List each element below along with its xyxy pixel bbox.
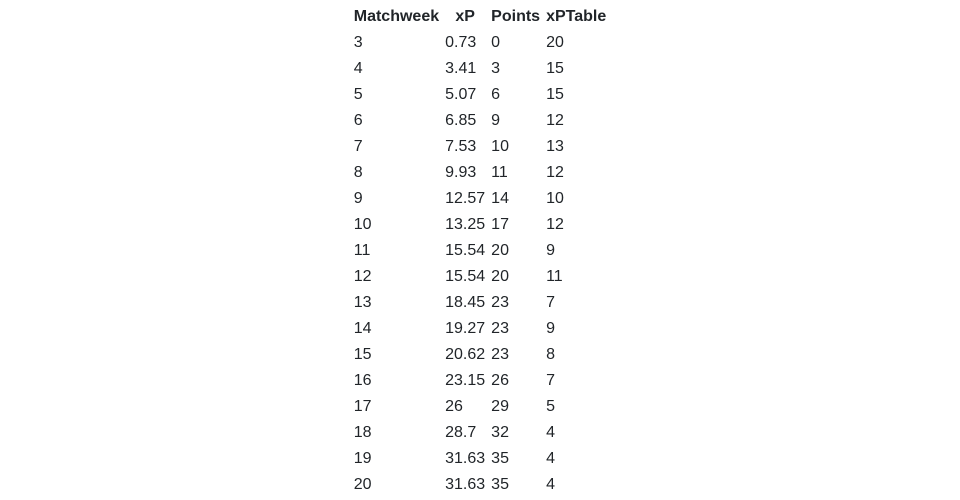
column-header-xp: xP xyxy=(455,8,475,25)
table-row xyxy=(351,30,609,56)
table-cell-matchweek: 17 xyxy=(353,398,372,415)
table-cell-xp: 5.07 xyxy=(445,86,477,103)
table-cell-xp: 19.27 xyxy=(445,320,486,337)
column-header-xptable: xPTable xyxy=(546,8,607,25)
table-cell-matchweek: 13 xyxy=(353,294,372,311)
table-row xyxy=(351,264,609,290)
table-header xyxy=(351,4,609,30)
table-cell-points: 0 xyxy=(491,34,501,51)
table-row xyxy=(351,290,609,316)
table-cell-matchweek: 19 xyxy=(353,450,372,467)
table-cell-points: 23 xyxy=(491,320,509,337)
table-cell-matchweek: 10 xyxy=(353,216,372,233)
table-cell-xptable: 10 xyxy=(546,190,564,207)
table-row xyxy=(351,186,609,212)
table-cell-points: 11 xyxy=(491,164,508,181)
table-cell-matchweek: 18 xyxy=(353,424,372,441)
table-cell-points: 23 xyxy=(491,294,509,311)
table-row xyxy=(351,212,609,238)
table-cell-points: 23 xyxy=(491,346,509,363)
table-cell-xp: 7.53 xyxy=(445,138,477,155)
table-cell-points: 26 xyxy=(491,372,509,389)
table-cell-xptable: 12 xyxy=(546,164,564,181)
column-header-matchweek: Matchweek xyxy=(353,8,440,25)
table-cell-xp: 31.63 xyxy=(445,476,486,493)
table-cell-xptable: 13 xyxy=(546,138,564,155)
table-row xyxy=(351,82,609,108)
table-cell-xptable: 8 xyxy=(546,346,555,363)
table-cell-xp: 18.45 xyxy=(445,294,486,311)
table-cell-xptable: 4 xyxy=(546,424,555,441)
table-cell-matchweek: 20 xyxy=(353,476,372,493)
table-cell-matchweek: 11 xyxy=(353,242,371,259)
table-cell-points: 3 xyxy=(491,60,501,77)
table-cell-points: 17 xyxy=(491,216,509,233)
table-cell-xp: 3.41 xyxy=(445,60,477,77)
table-cell-xptable: 11 xyxy=(546,268,563,285)
table-cell-matchweek: 3 xyxy=(353,34,363,51)
table-cell-matchweek: 12 xyxy=(353,268,372,285)
table-cell-xp: 9.93 xyxy=(445,164,477,181)
table-row xyxy=(351,368,609,394)
table-cell-xptable: 7 xyxy=(546,372,555,389)
table-cell-matchweek: 5 xyxy=(353,86,363,103)
table-header-row xyxy=(351,4,609,30)
table-row xyxy=(351,446,609,472)
table-row xyxy=(351,56,609,82)
table-cell-xp: 0.73 xyxy=(445,34,477,51)
table-cell-points: 14 xyxy=(491,190,509,207)
table-cell-xp: 15.54 xyxy=(445,268,486,285)
table-cell-points: 29 xyxy=(491,398,509,415)
table-row xyxy=(351,472,609,498)
table-cell-xptable: 12 xyxy=(546,216,564,233)
table-cell-matchweek: 14 xyxy=(353,320,372,337)
table-cell-xptable: 12 xyxy=(546,112,564,129)
table-cell-xptable: 20 xyxy=(546,34,564,51)
table-row xyxy=(351,394,609,420)
data-table xyxy=(351,4,609,498)
table-cell-xp: 23.15 xyxy=(445,372,486,389)
table-cell-xptable: 9 xyxy=(546,320,555,337)
table-row xyxy=(351,238,609,264)
table-cell-points: 20 xyxy=(491,242,509,259)
table-cell-matchweek: 8 xyxy=(353,164,363,181)
table-cell-xp: 13.25 xyxy=(445,216,486,233)
table-cell-xptable: 15 xyxy=(546,60,564,77)
table-cell-matchweek: 4 xyxy=(353,60,363,77)
table-cell-matchweek: 15 xyxy=(353,346,372,363)
table-cell-xptable: 4 xyxy=(546,450,555,467)
table-row xyxy=(351,316,609,342)
table-cell-xptable: 5 xyxy=(546,398,555,415)
table-cell-xp: 28.7 xyxy=(445,424,477,441)
table-cell-points: 20 xyxy=(491,268,509,285)
table-cell-matchweek: 6 xyxy=(353,112,363,129)
table-cell-xp: 20.62 xyxy=(445,346,486,363)
table-cell-xptable: 15 xyxy=(546,86,564,103)
table-cell-points: 35 xyxy=(491,476,509,493)
column-header-points: Points xyxy=(491,8,541,25)
table-row xyxy=(351,160,609,186)
table-cell-xptable: 9 xyxy=(546,242,555,259)
table-cell-xp: 31.63 xyxy=(445,450,486,467)
table-cell-xp: 15.54 xyxy=(445,242,486,259)
table-row xyxy=(351,134,609,160)
table-cell-xp: 6.85 xyxy=(445,112,477,129)
table-cell-xp: 12.57 xyxy=(445,190,486,207)
table-row xyxy=(351,420,609,446)
table-cell-points: 35 xyxy=(491,450,509,467)
table-cell-xptable: 7 xyxy=(546,294,555,311)
table-cell-xptable: 4 xyxy=(546,476,555,493)
table-cell-xp: 26 xyxy=(445,398,463,415)
table-cell-matchweek: 16 xyxy=(353,372,372,389)
table-body xyxy=(351,30,609,498)
table-cell-matchweek: 7 xyxy=(353,138,363,155)
table-cell-points: 9 xyxy=(491,112,501,129)
table-cell-points: 32 xyxy=(491,424,509,441)
table-cell-points: 6 xyxy=(491,86,501,103)
table-row xyxy=(351,108,609,134)
table-cell-matchweek: 9 xyxy=(353,190,363,207)
table-row xyxy=(351,342,609,368)
table-cell-points: 10 xyxy=(491,138,509,155)
